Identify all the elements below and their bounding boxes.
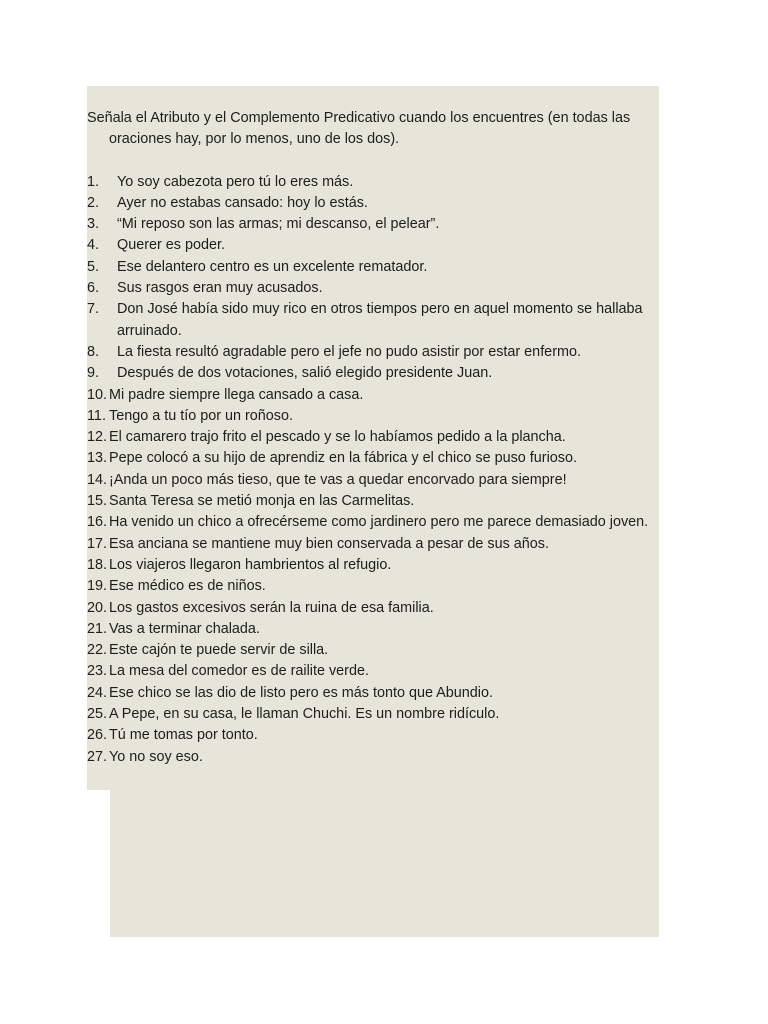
exercise-sentence: “Mi reposo son las armas; mi descanso, el pelear”. xyxy=(117,216,440,233)
exercise-sentence: El camarero trajo frito el pescado y se lo habíamos pedido a la plancha. xyxy=(109,429,566,446)
exercise-sentence: La mesa del comedor es de railite verde. xyxy=(109,663,369,680)
exercise-sentence: Ha venido un chico a ofrecérseme como jardinero pero me parece demasiado joven. xyxy=(109,514,649,531)
exercise-number: 9. xyxy=(87,365,100,382)
exercise-item xyxy=(87,683,659,704)
exercise-number: 3. xyxy=(87,216,100,233)
exercise-number: 25. xyxy=(87,706,108,723)
exercise-item xyxy=(87,555,659,576)
exercise-number: 26. xyxy=(87,727,108,744)
exercise-item xyxy=(87,214,659,235)
exercise-item xyxy=(87,385,659,406)
exercise-item xyxy=(87,661,659,682)
exercise-sentence: Ese delantero centro es un excelente rematador. xyxy=(117,258,428,275)
exercise-number: 16. xyxy=(87,514,108,531)
document-content xyxy=(87,108,659,768)
exercise-sentence: Querer es poder. xyxy=(117,237,225,254)
exercise-list xyxy=(87,172,659,768)
page-background-panel-lower xyxy=(110,788,659,937)
exercise-item xyxy=(87,598,659,619)
exercise-sentence: Ese médico es de niños. xyxy=(109,578,266,595)
exercise-number: 27. xyxy=(87,748,108,765)
exercise-number: 8. xyxy=(87,343,100,360)
exercise-item xyxy=(87,427,659,448)
exercise-item xyxy=(87,619,659,640)
exercise-sentence: Ayer no estabas cansado: hoy lo estás. xyxy=(117,194,368,211)
exercise-item xyxy=(87,725,659,746)
exercise-sentence: Yo no soy eso. xyxy=(109,748,203,765)
exercise-sentence: Pepe colocó a su hijo de aprendiz en la fábrica y el chico se puso furioso. xyxy=(109,450,577,467)
exercise-item xyxy=(87,534,659,555)
exercise-number: 6. xyxy=(87,280,100,297)
exercise-number: 15. xyxy=(87,493,108,510)
exercise-sentence: Don José había sido muy rico en otros tiempos pero en aquel momento se hallaba arruinado. xyxy=(117,301,643,339)
exercise-number: 2. xyxy=(87,194,100,211)
exercise-sentence: Tengo a tu tío por un roñoso. xyxy=(109,407,294,424)
exercise-sentence: Yo soy cabezota pero tú lo eres más. xyxy=(117,173,354,190)
exercise-sentence: Este cajón te puede servir de silla. xyxy=(109,642,329,659)
exercise-number: 19. xyxy=(87,578,108,595)
exercise-sentence: Los gastos excesivos serán la ruina de esa familia. xyxy=(109,599,434,616)
exercise-item xyxy=(87,299,659,342)
exercise-item xyxy=(87,747,659,768)
exercise-number: 23. xyxy=(87,663,108,680)
exercise-number: 20. xyxy=(87,599,108,616)
exercise-number: 4. xyxy=(87,237,100,254)
exercise-item xyxy=(87,193,659,214)
exercise-sentence: ¡Anda un poco más tieso, que te vas a quedar encorvado para siempre! xyxy=(109,471,567,488)
exercise-sentence: A Pepe, en su casa, le llaman Chuchi. Es un nombre ridículo. xyxy=(109,706,500,723)
exercise-item xyxy=(87,704,659,725)
exercise-item xyxy=(87,512,659,533)
exercise-sentence: Santa Teresa se metió monja en las Carmelitas. xyxy=(109,493,415,510)
exercise-item xyxy=(87,235,659,256)
exercise-sentence: Esa anciana se mantiene muy bien conservada a pesar de sus años. xyxy=(109,535,549,552)
exercise-item xyxy=(87,278,659,299)
exercise-sentence: Vas a terminar chalada. xyxy=(109,620,260,637)
exercise-number: 12. xyxy=(87,429,108,446)
exercise-number: 14. xyxy=(87,471,108,488)
exercise-number: 7. xyxy=(87,301,100,318)
exercise-number: 18. xyxy=(87,556,108,573)
exercise-sentence: Después de dos votaciones, salió elegido presidente Juan. xyxy=(117,365,493,382)
exercise-item xyxy=(87,491,659,512)
exercise-number: 1. xyxy=(87,173,100,190)
exercise-item xyxy=(87,363,659,384)
exercise-sentence: La fiesta resultó agradable pero el jefe no pudo asistir por estar enfermo. xyxy=(117,343,581,360)
exercise-item xyxy=(87,406,659,427)
exercise-number: 22. xyxy=(87,642,108,659)
exercise-number: 13. xyxy=(87,450,108,467)
exercise-item xyxy=(87,172,659,193)
exercise-sentence: Sus rasgos eran muy acusados. xyxy=(117,280,323,297)
exercise-sentence: Ese chico se las dio de listo pero es más tonto que Abundio. xyxy=(109,684,493,701)
exercise-sentence: Los viajeros llegaron hambrientos al refugio. xyxy=(109,556,392,573)
exercise-number: 21. xyxy=(87,620,108,637)
exercise-item xyxy=(87,640,659,661)
exercise-number: 24. xyxy=(87,684,108,701)
exercise-sentence: Mi padre siempre llega cansado a casa. xyxy=(109,386,364,403)
exercise-item xyxy=(87,576,659,597)
exercise-item xyxy=(87,257,659,278)
exercise-item xyxy=(87,470,659,491)
exercise-number: 17. xyxy=(87,535,108,552)
exercise-item xyxy=(87,342,659,363)
exercise-sentence: Tú me tomas por tonto. xyxy=(109,727,258,744)
instructions-text: Señala el Atributo y el Complemento Predicativo cuando los encuentres (en todas las oraciones hay, por lo menos, uno de los dos). xyxy=(87,110,631,148)
exercise-number: 5. xyxy=(87,258,100,275)
exercise-item xyxy=(87,448,659,469)
exercise-number: 11. xyxy=(87,407,106,424)
exercise-number: 10. xyxy=(87,386,108,403)
